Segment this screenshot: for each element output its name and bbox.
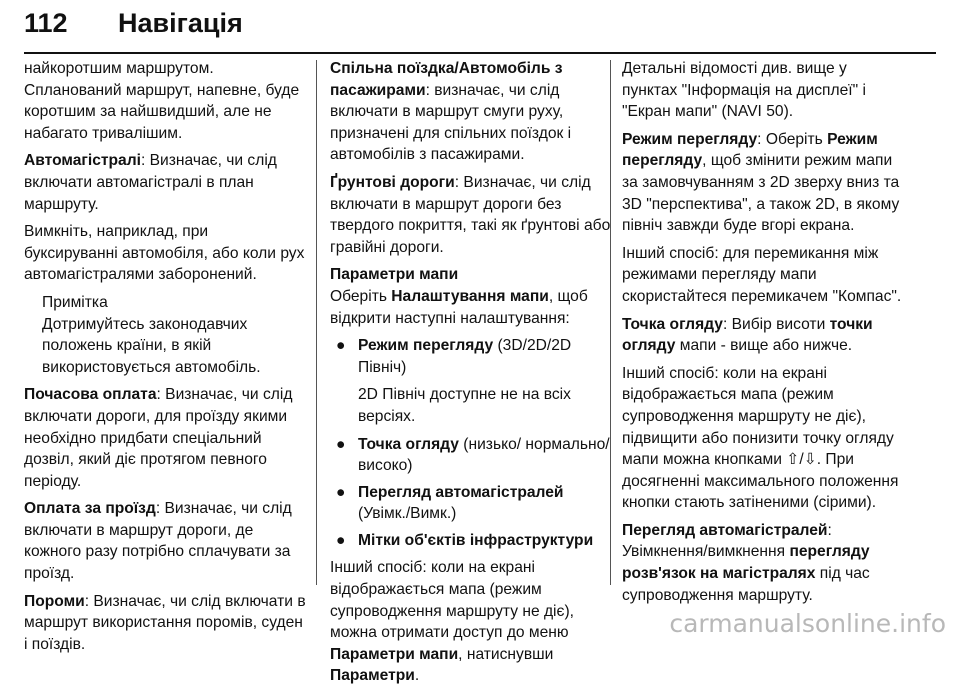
settings-list bbox=[330, 335, 612, 378]
text: Оберіть bbox=[330, 287, 392, 305]
term: Перегляд автомагістралей bbox=[622, 521, 828, 539]
term: Режим перегляду bbox=[622, 130, 758, 148]
term: Налаштування мапи bbox=[391, 287, 549, 305]
text: , натиснувши bbox=[458, 645, 554, 663]
text: мапи - вище або нижче. bbox=[675, 337, 853, 355]
text: : Визначає, чи слід включати автомагістралі в план маршруту. bbox=[24, 152, 277, 213]
term: Точка огляду bbox=[358, 435, 459, 453]
paragraph bbox=[24, 498, 306, 584]
bullet-icon: ● bbox=[336, 483, 346, 501]
paragraph bbox=[622, 520, 904, 606]
term: Перегляд автомагістралей bbox=[358, 483, 564, 501]
bullet-icon: ● bbox=[336, 337, 346, 355]
text: (3D/2D/2D Північ) bbox=[358, 337, 572, 376]
column-divider bbox=[316, 60, 317, 585]
text: (низько/ нормально/високо) bbox=[358, 435, 610, 475]
note bbox=[42, 292, 306, 378]
page-title: Навігація bbox=[118, 8, 243, 38]
text: : Визначає, чи слід включати в маршрут дороги без твердого покриття, такі як ґрунтові або гравійні дороги. bbox=[330, 173, 611, 256]
watermark: carmanualsonline.info bbox=[669, 609, 946, 638]
text: під час супроводження маршруту. bbox=[622, 565, 870, 604]
bullet-icon: ● bbox=[336, 435, 346, 453]
term: Режим перегляду bbox=[622, 130, 878, 170]
text: : Визначає, чи слід включати в маршрут використання поромів, суден і поїздів. bbox=[24, 592, 306, 653]
page-header bbox=[24, 8, 243, 52]
paragraph bbox=[330, 557, 612, 687]
term: Параметри мапи bbox=[330, 645, 459, 663]
page-number: 112 bbox=[24, 8, 68, 38]
paragraph bbox=[330, 264, 612, 329]
term: Спільна поїздка/Автомобіль з пасажирами bbox=[330, 60, 563, 99]
paragraph bbox=[330, 58, 612, 166]
list-subtext: 2D Північ доступне не на всіх версіях. bbox=[358, 386, 571, 425]
term: Пороми bbox=[24, 592, 85, 610]
term: Автомагістралі bbox=[24, 152, 141, 170]
term: перегляду розв'язок на магістралях bbox=[622, 543, 870, 583]
text: , щоб змінити режим мапи за замовчуванням з 2D зверху вниз та 3D "перспектива", а також 2D, в якому північ завжди буде вгорі екрана. bbox=[622, 152, 900, 235]
term: Параметри bbox=[330, 667, 415, 685]
list-item bbox=[330, 530, 612, 552]
text: : Визначає, чи слід включати дороги, для проїзду якими необхідно придбати спеціальний дозвіл, який діє протягом певного періоду. bbox=[24, 386, 293, 490]
term: Мітки об'єктів інфраструктури bbox=[358, 531, 594, 549]
column-3 bbox=[622, 58, 904, 612]
term: Режим перегляду bbox=[358, 337, 494, 355]
paragraph: Інший спосіб: коли на екрані відображається мапа (режим супроводження маршруту не діє), підвищити або понизити точку огляду мапи можна кнопками ⇧/⇩. При досягненні максимального положення кнопки стають затіненими (сірими). bbox=[622, 364, 899, 512]
text: : Оберіть bbox=[757, 130, 828, 148]
section-heading: Параметри мапи bbox=[330, 266, 459, 284]
paragraph: Детальні відомості див. вище у пунктах "Інформація на дисплеї" і "Екран мапи" (NAVI 50). bbox=[622, 60, 866, 121]
text: Інший спосіб: коли на екрані відображається мапа (режим супроводження маршруту не діє), можна отримати доступ до меню bbox=[330, 559, 575, 642]
paragraph bbox=[24, 384, 306, 492]
header-rule bbox=[24, 52, 936, 54]
term: Оплата за проїзд bbox=[24, 500, 156, 518]
settings-list bbox=[330, 434, 612, 552]
note-text: Дотримуйтесь законодавчих положень країни, в якій використовується автомобіль. bbox=[42, 315, 261, 376]
text: : Увімкнення/вимкнення bbox=[622, 521, 832, 561]
text: , щоб відкрити наступні налаштування: bbox=[330, 287, 588, 327]
paragraph bbox=[24, 591, 306, 656]
term: Почасова оплата bbox=[24, 386, 157, 404]
bullet-icon: ● bbox=[336, 531, 346, 549]
term: Точка огляду bbox=[622, 315, 723, 333]
text: : визначає, чи слід включати в маршрут смуги руху, призначені для спільних поїздок і автомобілів з пасажирами. bbox=[330, 81, 572, 164]
text: . bbox=[414, 667, 420, 685]
text: : Вибір висоти bbox=[722, 315, 830, 333]
paragraph: Інший спосіб: для перемикання між режимами перегляду мапи скористайтеся перемикачем "Компас". bbox=[622, 244, 902, 305]
note-title: Примітка bbox=[42, 293, 108, 311]
text: : Визначає, чи слід включати в маршрут дороги, де кожного разу потрібно сплачувати за проїзд. bbox=[24, 500, 292, 583]
column-2 bbox=[330, 58, 612, 693]
text: (Увімк./Вимк.) bbox=[358, 505, 457, 523]
list-item bbox=[330, 335, 612, 378]
list-item bbox=[330, 434, 612, 477]
paragraph: найкоротшим маршрутом. Спланований маршрут, напевне, буде коротшим за найшвидший, але не набагато тривалішим. bbox=[24, 60, 300, 142]
column-1 bbox=[24, 58, 306, 661]
paragraph bbox=[622, 129, 904, 237]
paragraph bbox=[24, 150, 306, 215]
paragraph bbox=[330, 172, 612, 258]
term: точки огляду bbox=[622, 315, 873, 355]
paragraph bbox=[622, 314, 904, 357]
term: Ґрунтові дороги bbox=[330, 173, 455, 191]
paragraph: Вимкніть, наприклад, при буксируванні автомобіля, або коли рух автомагістралями заборонений. bbox=[24, 223, 305, 284]
list-item bbox=[330, 482, 612, 525]
